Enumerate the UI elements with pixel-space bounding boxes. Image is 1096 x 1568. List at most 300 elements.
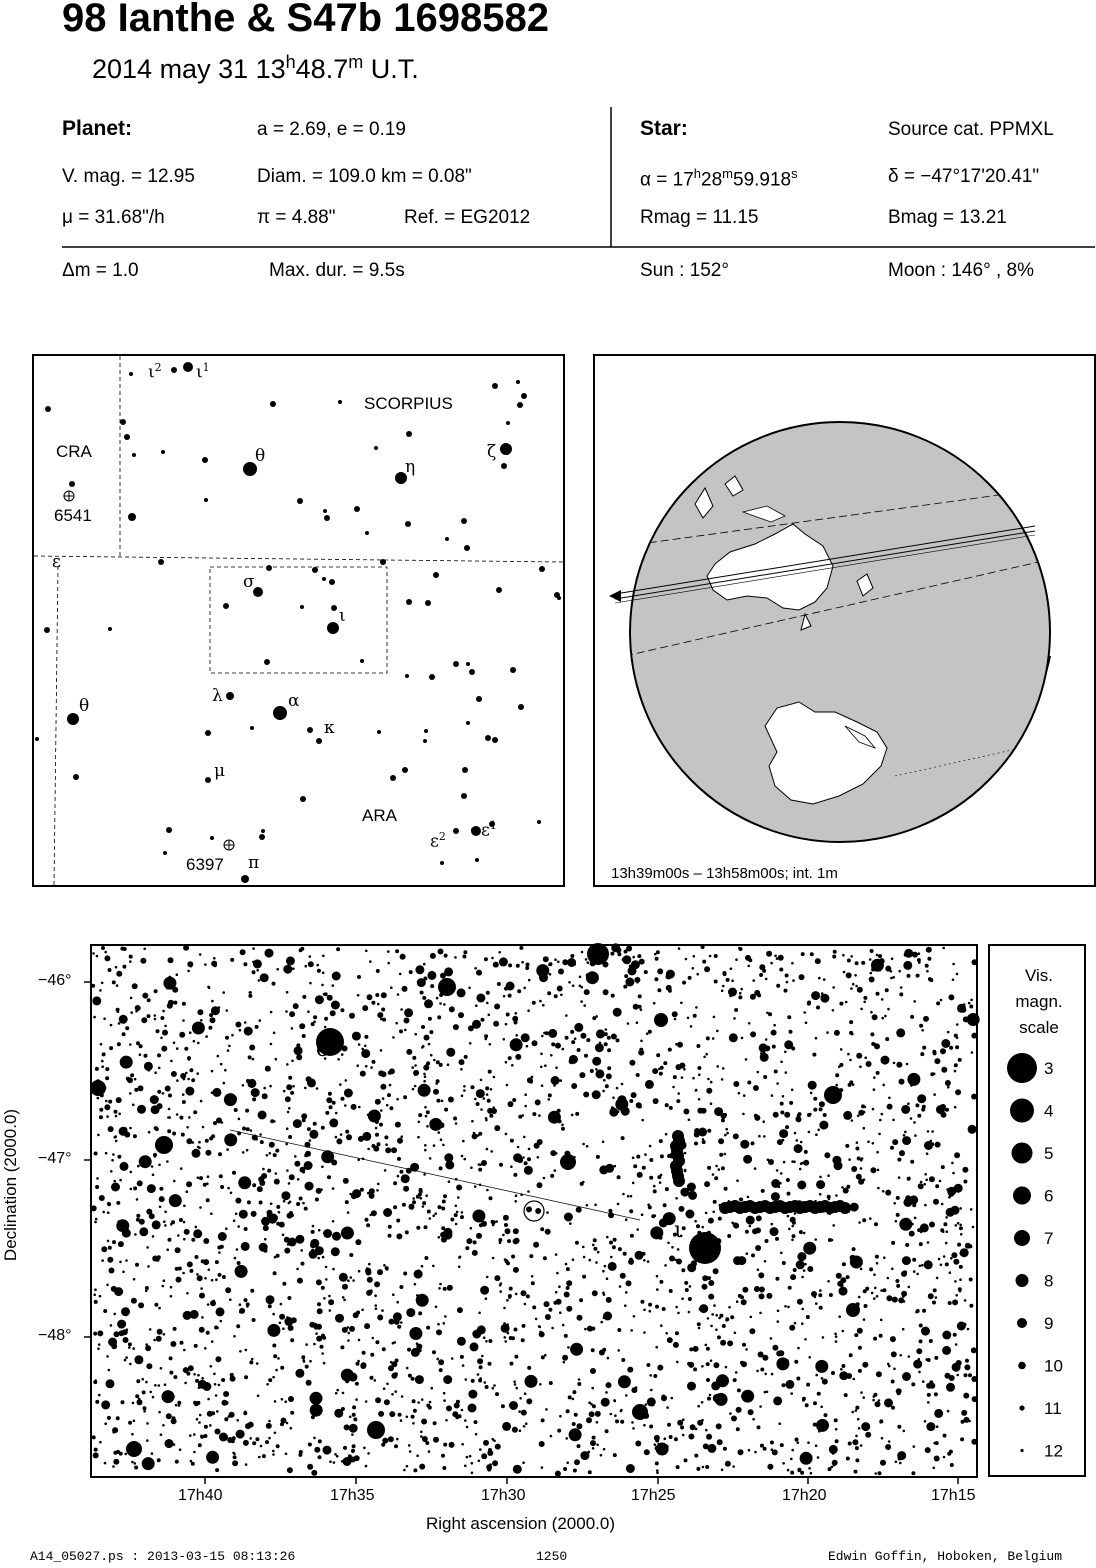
field-star: [315, 1246, 324, 1255]
field-star: [727, 1234, 731, 1238]
field-star: [97, 1347, 100, 1350]
field-star: [688, 1434, 694, 1440]
field-star: [929, 1222, 935, 1228]
field-star: [369, 1188, 375, 1194]
field-star: [712, 1173, 715, 1176]
field-star: [836, 1273, 842, 1279]
field-star: [114, 1287, 123, 1296]
field-star: [349, 1416, 352, 1419]
finder-star: [120, 419, 126, 425]
field-star: [92, 1435, 96, 1439]
field-star: [367, 1148, 370, 1151]
field-star: [529, 1080, 533, 1084]
field-star: [610, 1256, 613, 1259]
field-star: [311, 1249, 315, 1253]
field-star: [595, 1261, 598, 1264]
field-star: [956, 1023, 959, 1026]
field-star: [276, 1205, 280, 1209]
field-star: [669, 1106, 673, 1110]
field-star: [357, 994, 360, 997]
field-star: [756, 1370, 759, 1373]
field-star: [665, 1445, 669, 1449]
field-star: [432, 1215, 435, 1218]
field-star: [707, 1129, 711, 1133]
field-star: [778, 1350, 784, 1356]
field-star: [481, 1221, 487, 1227]
field-star: [108, 968, 112, 972]
field-star: [943, 1456, 946, 1459]
field-star: [103, 1017, 106, 1020]
mag-scale-value: 12: [1044, 1441, 1063, 1461]
field-star: [740, 1140, 749, 1149]
field-star: [550, 1150, 556, 1156]
field-star: [789, 1030, 793, 1034]
field-star: [351, 1233, 354, 1236]
field-star: [915, 1103, 919, 1107]
field-star: [517, 1468, 520, 1471]
finder-star: [506, 421, 510, 425]
field-star: [544, 1301, 550, 1307]
field-star: [902, 1328, 905, 1331]
field-star: [412, 1399, 416, 1403]
field-star: [224, 1417, 228, 1421]
field-star: [412, 1197, 415, 1200]
field-star: [489, 1196, 493, 1200]
field-star: [169, 1194, 182, 1207]
field-star: [162, 1030, 168, 1036]
finder-star: [510, 667, 516, 673]
field-star: [282, 1327, 285, 1330]
field-star: [182, 1019, 185, 1022]
field-star: [507, 1239, 511, 1243]
field-star: [427, 971, 436, 980]
field-star: [919, 1324, 923, 1328]
field-star: [252, 1058, 255, 1061]
field-star: [690, 1424, 696, 1430]
field-star: [197, 1374, 200, 1377]
field-star: [617, 1203, 620, 1206]
field-star: [611, 943, 620, 952]
field-star: [464, 1055, 468, 1059]
field-star: [335, 1136, 338, 1139]
field-star: [569, 1428, 582, 1441]
field-star: [493, 1384, 496, 1387]
field-star: [657, 968, 663, 974]
field-star: [550, 1054, 553, 1057]
field-star: [321, 1334, 325, 1338]
field-star: [421, 1419, 427, 1425]
field-star: [925, 1179, 928, 1182]
field-star: [204, 1347, 207, 1350]
field-star: [647, 1203, 650, 1206]
field-star: [188, 1116, 191, 1119]
field-star: [266, 1423, 272, 1429]
finder-star: [250, 726, 254, 730]
field-star: [885, 1037, 889, 1041]
field-star: [309, 955, 312, 958]
field-star: [707, 1444, 716, 1453]
field-star: [488, 1070, 492, 1074]
field-star: [247, 1200, 251, 1204]
field-star: [863, 1001, 866, 1004]
field-star: [907, 1073, 920, 1086]
field-star: [439, 1002, 442, 1005]
field-star: [539, 1326, 542, 1329]
field-star: [468, 1404, 477, 1413]
field-star: [403, 1272, 407, 1276]
field-star: [835, 1084, 838, 1087]
field-star: [326, 1097, 332, 1103]
field-star: [315, 995, 324, 1004]
field-star: [377, 1012, 383, 1018]
constellation-scorpius: SCORPIUS: [364, 394, 453, 413]
field-star: [374, 1294, 377, 1297]
field-star: [941, 1112, 947, 1118]
field-star: [677, 1420, 683, 1426]
field-star: [902, 1256, 911, 1265]
field-star: [324, 1017, 328, 1021]
field-star: [635, 1251, 644, 1260]
field-star: [366, 1223, 370, 1227]
field-star: [684, 1152, 687, 1155]
field-star: [424, 999, 433, 1008]
field-star: [788, 1228, 791, 1231]
field-star: [436, 997, 439, 1000]
field-star: [955, 1224, 958, 1227]
field-star: [119, 1015, 128, 1024]
field-star: [673, 1075, 677, 1079]
field-star: [566, 1267, 570, 1271]
label-iota: ι: [339, 606, 346, 626]
field-star: [950, 1257, 953, 1260]
finder-star: [264, 659, 270, 665]
field-star: [898, 1176, 901, 1179]
field-star: [180, 1167, 183, 1170]
field-star: [351, 1193, 357, 1199]
field-star: [766, 1012, 769, 1015]
field-star: [901, 1291, 907, 1297]
field-star: [827, 1174, 830, 1177]
field-star: [743, 1094, 746, 1097]
field-star: [594, 1204, 597, 1207]
field-star: [921, 1264, 924, 1267]
field-star: [342, 1296, 345, 1299]
field-star: [577, 1382, 581, 1386]
field-star: [901, 1271, 907, 1277]
field-star: [897, 1425, 901, 1429]
field-star: [327, 995, 333, 1001]
field-star: [170, 1341, 176, 1347]
field-star: [492, 1387, 495, 1390]
field-star: [343, 1457, 352, 1466]
field-star: [191, 1462, 195, 1466]
field-star: [138, 1085, 144, 1091]
field-star: [787, 1215, 790, 1218]
field-star: [244, 1298, 248, 1302]
field-star: [347, 1279, 350, 1282]
field-star: [455, 1122, 458, 1125]
field-star: [157, 1458, 161, 1462]
field-star: [605, 1164, 614, 1173]
field-star: [145, 1345, 151, 1351]
field-star: [329, 1309, 332, 1312]
field-star: [621, 1136, 625, 1140]
field-star: [390, 986, 393, 989]
field-star: [321, 1352, 324, 1355]
field-star: [299, 948, 303, 952]
field-star: [529, 1254, 533, 1258]
field-star: [580, 1451, 589, 1460]
field-star: [897, 1391, 901, 1395]
finder-star: [331, 605, 337, 611]
mag-scale-dot: [1012, 1143, 1033, 1164]
field-star: [348, 1332, 351, 1335]
field-star: [443, 1287, 447, 1291]
field-star: [754, 1286, 760, 1292]
field-star: [726, 1132, 729, 1135]
field-star: [429, 1401, 432, 1404]
field-star: [414, 1283, 417, 1286]
field-star: [855, 1147, 859, 1151]
field-star: [857, 987, 863, 993]
field-star: [488, 1339, 492, 1343]
planet-reference: Ref. = EG2012: [404, 207, 531, 228]
field-star: [932, 1050, 936, 1054]
field-star: [109, 1268, 115, 1274]
field-star: [676, 1064, 682, 1070]
field-star: [423, 1173, 426, 1176]
finder-star: [406, 431, 412, 437]
field-star: [239, 1029, 242, 1032]
field-star: [756, 1215, 762, 1221]
field-star: [864, 1106, 867, 1109]
field-star: [832, 986, 835, 989]
finder-star: [45, 406, 51, 412]
field-star: [232, 1171, 236, 1175]
field-star: [175, 1247, 181, 1253]
field-star: [797, 1468, 801, 1472]
field-star: [844, 1393, 848, 1397]
field-star: [478, 1132, 482, 1136]
field-star: [816, 1419, 829, 1432]
field-star: [736, 1300, 739, 1303]
field-star: [332, 1187, 335, 1190]
field-star: [821, 995, 824, 998]
field-star: [471, 1085, 475, 1089]
field-star: [198, 1443, 202, 1447]
field-star: [779, 968, 783, 972]
field-star: [603, 1312, 612, 1321]
field-star: [140, 958, 146, 964]
field-star: [966, 1359, 969, 1362]
field-star: [774, 955, 777, 958]
field-star: [400, 1419, 403, 1422]
field-star: [626, 1464, 635, 1473]
field-star: [635, 1441, 641, 1447]
field-star: [486, 1093, 489, 1096]
field-star: [508, 994, 512, 998]
field-star: [721, 990, 724, 993]
field-star: [151, 1165, 154, 1168]
field-star: [162, 1285, 165, 1288]
label-mu: μ: [214, 761, 226, 781]
field-star: [732, 1465, 735, 1468]
field-star: [652, 1068, 658, 1074]
field-star: [799, 974, 805, 980]
field-star: [381, 1309, 384, 1312]
field-star: [396, 1301, 399, 1304]
field-star: [367, 1452, 370, 1455]
field-star: [806, 1315, 810, 1319]
field-star: [225, 1401, 229, 1405]
field-star: [713, 1200, 717, 1204]
field-star: [193, 1433, 196, 1436]
field-star: [754, 1167, 757, 1170]
field-star: [761, 1047, 764, 1050]
field-star: [729, 1412, 732, 1415]
field-star: [824, 1152, 830, 1158]
field-star: [387, 1093, 391, 1097]
field-star: [843, 971, 846, 974]
field-star: [615, 1419, 619, 1423]
field-star: [443, 1375, 452, 1384]
field-star: [317, 969, 321, 973]
field-star: [884, 1015, 887, 1018]
field-star: [424, 1225, 428, 1229]
field-star: [832, 1009, 835, 1012]
field-star: [121, 1307, 130, 1316]
field-star: [309, 982, 312, 985]
field-star: [424, 1075, 427, 1078]
field-star: [526, 1045, 529, 1048]
field-star: [164, 1025, 167, 1028]
field-star: [890, 977, 893, 980]
field-star: [210, 1017, 216, 1023]
field-star: [956, 1374, 959, 1377]
field-star: [336, 1138, 342, 1144]
field-star: [870, 1167, 876, 1173]
field-star: [367, 1192, 370, 1195]
field-star: [389, 1319, 395, 1325]
field-star: [480, 1108, 483, 1111]
field-star: [329, 1105, 333, 1109]
delta-magnitude: Δm = 1.0: [62, 260, 139, 281]
field-star: [389, 1411, 395, 1417]
field-star: [193, 1110, 197, 1114]
field-star: [787, 1469, 790, 1472]
field-star: [869, 977, 875, 983]
field-star: [118, 1220, 121, 1223]
field-star: [910, 1160, 914, 1164]
field-star: [477, 1373, 480, 1376]
field-star: [863, 1289, 867, 1293]
xtick-17h20: 17h20: [782, 1487, 827, 1504]
field-star: [613, 1238, 617, 1242]
field-star: [681, 1268, 685, 1272]
field-star: [309, 1360, 312, 1363]
field-star: [674, 1018, 677, 1021]
field-star: [444, 1315, 447, 1318]
field-star: [153, 1339, 156, 1342]
field-star: [193, 1373, 196, 1376]
field-star: [192, 1141, 195, 1144]
field-star: [124, 1359, 127, 1362]
field-star: [466, 1456, 469, 1459]
field-star: [798, 1112, 802, 1116]
field-star: [158, 1067, 161, 1070]
field-star: [705, 1344, 708, 1347]
field-star: [913, 1360, 922, 1369]
field-star: [508, 1101, 514, 1107]
field-star: [636, 1228, 639, 1231]
field-star: [819, 1289, 822, 1292]
field-star: [442, 1200, 446, 1204]
field-star: [860, 1008, 863, 1011]
field-star: [896, 1213, 900, 1217]
field-star: [770, 962, 773, 965]
field-star: [483, 1097, 486, 1100]
field-star: [182, 1093, 185, 1096]
field-star: [449, 1442, 455, 1448]
field-star: [119, 1261, 122, 1264]
field-star: [913, 1445, 916, 1448]
field-star: [286, 956, 295, 965]
field-star: [819, 1176, 822, 1179]
field-star: [952, 1299, 958, 1305]
field-star: [419, 1464, 425, 1470]
field-star: [621, 1083, 624, 1086]
field-star: [586, 1145, 589, 1148]
field-star: [186, 1181, 192, 1187]
field-star: [424, 1106, 427, 1109]
field-star: [946, 1383, 955, 1392]
field-star: [696, 973, 699, 976]
field-star: [550, 1174, 554, 1178]
field-star: [252, 961, 255, 964]
field-star: [869, 958, 872, 961]
field-star: [476, 1089, 485, 1098]
field-star: [714, 1176, 718, 1180]
field-star: [879, 1119, 882, 1122]
field-star: [838, 1315, 841, 1318]
field-star: [361, 1048, 364, 1051]
field-star: [560, 994, 563, 997]
field-star: [607, 1357, 610, 1360]
field-star: [106, 1284, 109, 1287]
field-star: [212, 1088, 221, 1097]
field-star: [952, 1363, 961, 1372]
field-star: [199, 1176, 203, 1180]
field-star: [416, 1454, 419, 1457]
field-star: [697, 1322, 701, 1326]
field-star: [290, 1338, 294, 1342]
field-star: [408, 1374, 412, 1378]
bright-star: [90, 1080, 106, 1096]
field-star: [778, 1422, 781, 1425]
field-star: [92, 952, 95, 955]
field-star: [752, 1418, 755, 1421]
field-star: [184, 1229, 190, 1235]
field-star: [476, 994, 485, 1003]
field-star: [403, 1469, 406, 1472]
moon-elongation: Moon : 146° , 8%: [888, 260, 1034, 281]
star-cluster: [839, 1202, 851, 1214]
label-eta: η: [405, 457, 416, 477]
field-star: [268, 1437, 271, 1440]
field-star: [780, 1061, 783, 1064]
field-star: [95, 1218, 98, 1221]
field-star: [555, 1291, 558, 1294]
